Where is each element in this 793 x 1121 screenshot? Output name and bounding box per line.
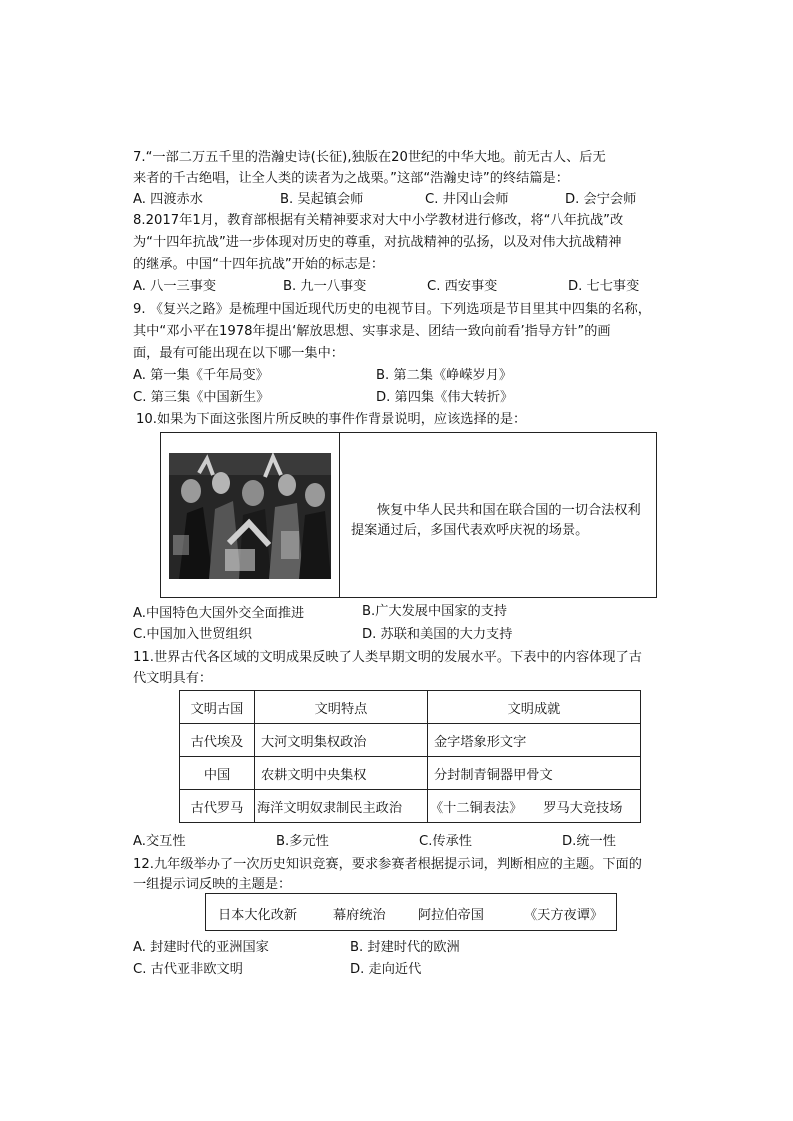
q8-stem-line1: 8.2017年1月，教育部根据有关精神要求对大中小学教材进行修改，将“八年抗战”改 [133,213,624,228]
q8-option-d: D. 七七事变 [568,279,640,294]
q12-option-b: B. 封建时代的欧洲 [350,940,460,955]
q7-stem-line2: 来者的千古绝唱，让全人类的读者为之战栗。”这部“浩瀚史诗”的终结篇是： [133,171,569,186]
q9-option-a: A. 第一集《千年局变》 [133,368,269,383]
q9-stem-line1: 9. 《复兴之路》是梳理中国近现代历史的电视节目。下列选项是节目里其中四集的名称， [133,302,651,317]
q12-option-c: C. 古代亚非欧文明 [133,962,243,977]
q10-figure-caption [351,501,649,541]
q8-stem-line3: 的继承。中国“十四年抗战”开始的标志是： [133,257,385,272]
q10-option-a: A.中国特色大国外交全面推进 [133,606,305,621]
q12-stem-line2: 一组提示词反映的主题是： [133,877,292,892]
table-cell: 古代埃及 [180,724,255,757]
q12-hint-box [205,893,617,931]
table-cell: 《十二铜表法》 罗马大竞技场 [428,790,641,823]
table-header-cell: 文明特点 [255,691,428,724]
q7-option-a: A. 四渡赤水 [133,192,203,207]
q12-stem-line1: 12.九年级举办了一次历史知识竞赛，要求参赛者根据提示词，判断相应的主题。下面的 [133,857,642,872]
q9-stem-line2: 其中“邓小平在1978年提出‘解放思想、实事求是、团结一致向前看’指导方针”的画 [133,324,611,339]
table-cell: 金字塔象形文字 [428,724,641,757]
q10-caption-text: 恢复中华人民共和国在联合国的一切合法权利提案通过后，多国代表欢呼庆祝的场景。 [351,503,641,538]
table-cell: 古代罗马 [180,790,255,823]
table-cell: 海洋文明奴隶制民主政治 [255,790,428,823]
q11-stem-line2: 代文明具有： [133,671,213,686]
table-row [180,790,641,823]
q8-option-b: B. 九一八事变 [283,279,367,294]
q11-option-a: A.交互性 [133,834,186,849]
q7-option-d: D. 会宁会师 [565,192,637,207]
q9-option-b: B. 第二集《峥嵘岁月》 [376,368,513,383]
q12-option-d: D. 走向近代 [350,962,422,977]
q11-stem-line1: 11.世界古代各区域的文明成果反映了人类早期文明的发展水平。下表中的内容体现了古 [133,650,642,665]
un-celebration-photo [169,453,331,579]
table-header-row [180,691,641,724]
table-cell: 大河文明集权政治 [255,724,428,757]
table-header-cell: 文明古国 [180,691,255,724]
table-row [180,757,641,790]
q8-option-c: C. 西安事变 [427,279,498,294]
hint-word: 日本大化改新 [218,908,298,923]
table-cell: 分封制青铜器甲骨文 [428,757,641,790]
q9-option-d: D. 第四集《伟大转折》 [376,390,514,405]
q8-option-a: A. 八一三事变 [133,279,217,294]
q12-option-a: A. 封建时代的亚洲国家 [133,940,269,955]
q10-stem-line1: 10.如果为下面这张图片所反映的事件作背景说明，应该选择的是： [136,412,527,427]
q7-option-c: C. 井冈山会师 [425,192,509,207]
q10-option-d: D. 苏联和美国的大力支持 [362,627,513,642]
q11-option-b: B.多元性 [276,834,329,849]
hint-word: 《天方夜谭》 [524,908,604,923]
q10-option-c: C.中国加入世贸组织 [133,627,252,642]
q8-stem-line2: 为“十四年抗战”进一步体现对历史的尊重，对抗战精神的弘扬，以及对伟大抗战精神 [133,235,622,250]
table-header-cell: 文明成就 [428,691,641,724]
q7-option-b: B. 吴起镇会师 [280,192,364,207]
hint-word: 幕府统治 [333,908,386,923]
hint-word: 阿拉伯帝国 [418,908,484,923]
q10-figure-box [160,432,657,598]
q11-option-c: C.传承性 [419,834,472,849]
civilization-table [179,690,641,823]
q9-stem-line3: 面，最有可能出现在以下哪一集中： [133,346,344,361]
table-cell: 农耕文明中央集权 [255,757,428,790]
table-row [180,724,641,757]
table-cell: 中国 [180,757,255,790]
q10-figure-divider [339,433,340,597]
q7-stem-line1: 7.“一部二万五千里的浩瀚史诗(长征),独版在20世纪的中华大地。前无古人、后无 [133,150,606,165]
q10-option-b: B.广大发展中国家的支持 [362,604,508,619]
q11-option-d: D.统一性 [562,834,616,849]
q9-option-c: C. 第三集《中国新生》 [133,390,270,405]
